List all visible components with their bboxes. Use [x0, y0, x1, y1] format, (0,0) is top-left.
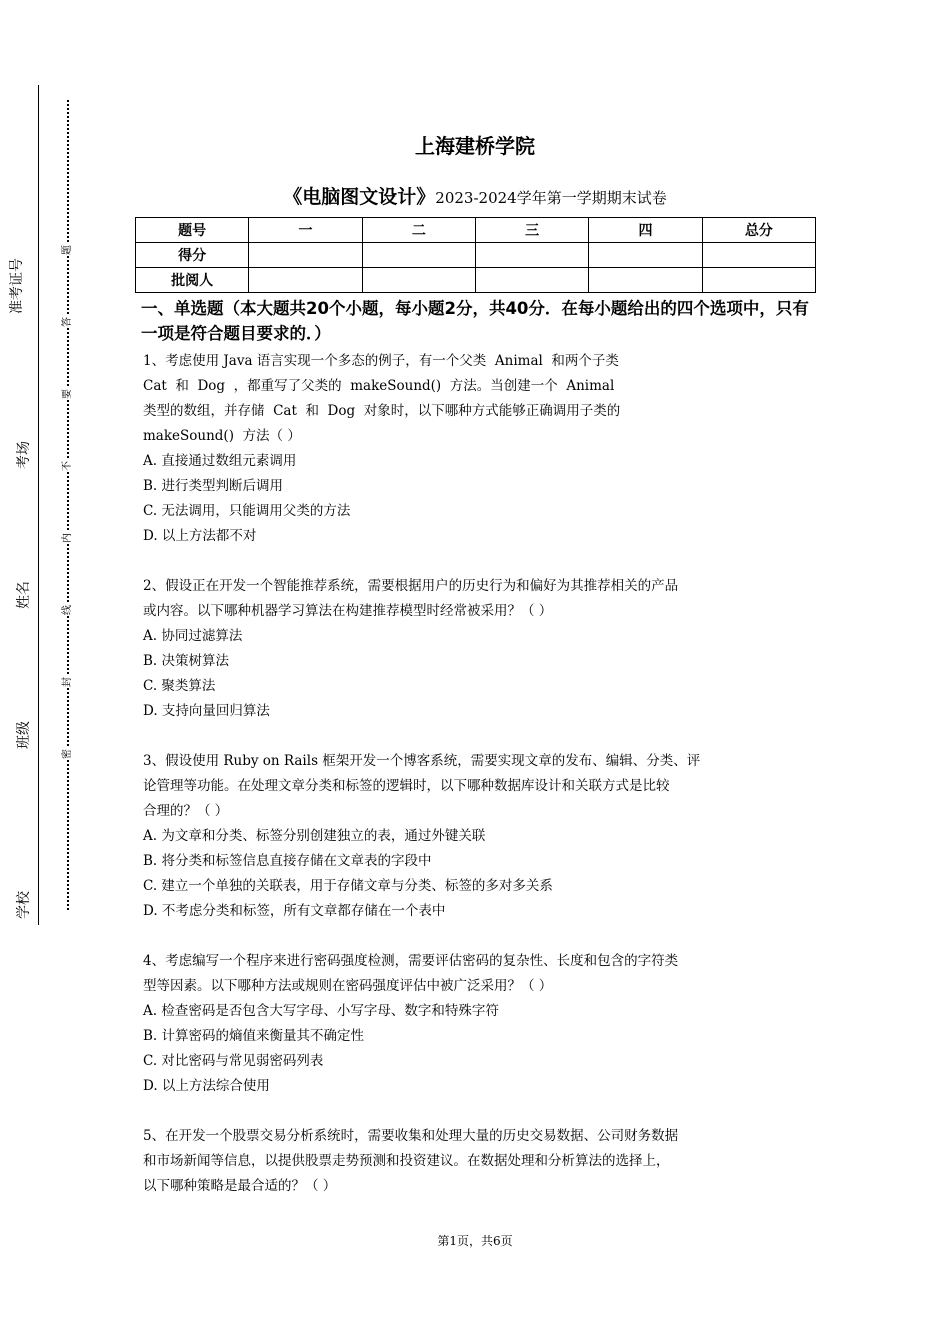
side-label-exam-number: 准考证号: [9, 258, 25, 314]
option-a: A. 为文章和分类、标签分别创建独立的表，通过外键关联: [143, 828, 486, 844]
question-stem-line: 类型的数组，并存储 Cat 和 Dog 对象时，以下哪种方式能够正确调用子类的: [143, 403, 621, 419]
grader-cell: [362, 268, 475, 293]
seal-char: 要: [60, 388, 76, 400]
option-d: D. 不考虑分类和标签，所有文章都存储在一个表中: [143, 903, 446, 919]
seal-char: 题: [60, 244, 76, 256]
grader-cell: [589, 268, 702, 293]
column-header: 三: [475, 218, 588, 243]
option-a: A. 检查密码是否包含大写字母、小写字母、数字和特殊字符: [143, 1003, 499, 1019]
exam-term: 2023-2024学年第一学期期末试卷: [435, 189, 667, 207]
question-stem-line: 2、假设正在开发一个智能推荐系统，需要根据用户的历史行为和偏好为其推荐相关的产品: [143, 578, 679, 594]
option-b: B. 计算密码的熵值来衡量其不确定性: [143, 1028, 365, 1044]
column-header: 一: [249, 218, 362, 243]
question-stem-line: 论管理等功能。在处理文章分类和标签的逻辑时，以下哪种数据库设计和关联方式是比较: [143, 778, 670, 794]
question-stem-line: 合理的？（ ）: [143, 803, 229, 819]
column-header: 四: [589, 218, 702, 243]
score-table-row: [136, 243, 816, 268]
question-stem-line: 3、假设使用 Ruby on Rails 框架开发一个博客系统，需要实现文章的发布、编辑、分类、评: [143, 753, 701, 769]
section-title: 一、单选题（本大题共20个小题，每小题2分，共40分．在每小题给出的四个选项中，只有一项是符合题目要求的．）: [141, 299, 809, 343]
option-c: C. 建立一个单独的关联表，用于存储文章与分类、标签的多对多关系: [143, 878, 553, 894]
score-cell: [702, 243, 815, 268]
exam-title: [0, 182, 950, 209]
course-name: 《电脑图文设计》: [283, 186, 436, 208]
score-cell: [249, 243, 362, 268]
question-stem-line: 和市场新闻等信息，以提供股票走势预测和投资建议。在数据处理和分析算法的选择上，: [143, 1153, 670, 1169]
option-c: C. 聚类算法: [143, 678, 216, 694]
option-a: A. 协同过滤算法: [143, 628, 243, 644]
question-1: [143, 349, 815, 549]
column-header: 总分: [702, 218, 815, 243]
question-stem-line: 4、考虑编写一个程序来进行密码强度检测，需要评估密码的复杂性、长度和包含的字符类: [143, 953, 679, 969]
row-label-score: 得分: [136, 243, 249, 268]
question-stem-line: 或内容。以下哪种机器学习算法在构建推荐模型时经常被采用？（ ）: [143, 603, 553, 619]
score-table-row: [136, 268, 816, 293]
score-cell: [362, 243, 475, 268]
question-3: [143, 749, 815, 924]
question-2: [143, 574, 815, 724]
question-stem-line: 1、考虑使用 Java 语言实现一个多态的例子，有一个父类 Animal 和两个子类: [143, 353, 619, 369]
seal-char: 密: [60, 748, 76, 760]
grader-cell: [249, 268, 362, 293]
page-footer: 第1页，共6页: [437, 1234, 513, 1248]
option-b: B. 决策树算法: [143, 653, 230, 669]
seal-char: 封: [60, 676, 76, 688]
row-label-question-number: 题号: [136, 218, 249, 243]
seal-char: 线: [60, 604, 76, 616]
school-name: 上海建桥学院: [415, 134, 535, 158]
question-stem-line: Cat 和 Dog ，都重写了父类的 makeSound() 方法。当创建一个 Animal: [143, 378, 615, 394]
grader-cell: [475, 268, 588, 293]
option-c: C. 对比密码与常见弱密码列表: [143, 1053, 324, 1069]
side-label-class: 班级: [16, 721, 32, 749]
option-b: B. 将分类和标签信息直接存储在文章表的字段中: [143, 853, 432, 869]
seal-char: 不: [60, 460, 76, 472]
question-stem-line: 型等因素。以下哪种方法或规则在密码强度评估中被广泛采用？（ ）: [143, 978, 553, 994]
option-d: D. 以上方法都不对: [143, 528, 257, 544]
row-label-grader: 批阅人: [136, 268, 249, 293]
question-4: [143, 949, 815, 1099]
exam-content: [143, 296, 815, 1199]
side-label-name: 姓名: [16, 581, 32, 609]
column-header: 二: [362, 218, 475, 243]
score-table-header-row: [136, 218, 816, 243]
option-b: B. 进行类型判断后调用: [143, 478, 284, 494]
seal-char: 内: [60, 532, 76, 544]
question-stem-line: 以下哪种策略是最合适的？（ ）: [143, 1178, 337, 1194]
side-label-exam-room: 考场: [16, 441, 32, 469]
question-stem-line: 5、在开发一个股票交易分析系统时，需要收集和处理大量的历史交易数据、公司财务数据: [143, 1128, 679, 1144]
side-label-school: 学校: [16, 891, 32, 919]
question-stem-line: makeSound() 方法（ ）: [143, 428, 301, 444]
grader-cell: [702, 268, 815, 293]
question-5: [143, 1124, 815, 1199]
option-c: C. 无法调用，只能调用父类的方法: [143, 503, 351, 519]
score-table: [135, 217, 816, 293]
score-cell: [475, 243, 588, 268]
score-cell: [589, 243, 702, 268]
binding-solid-line: [38, 85, 39, 925]
option-a: A. 直接通过数组元素调用: [143, 453, 297, 469]
option-d: D. 支持向量回归算法: [143, 703, 270, 719]
option-d: D. 以上方法综合使用: [143, 1078, 270, 1094]
seal-char: 答: [60, 316, 76, 328]
binding-dotted-line: [67, 100, 69, 910]
